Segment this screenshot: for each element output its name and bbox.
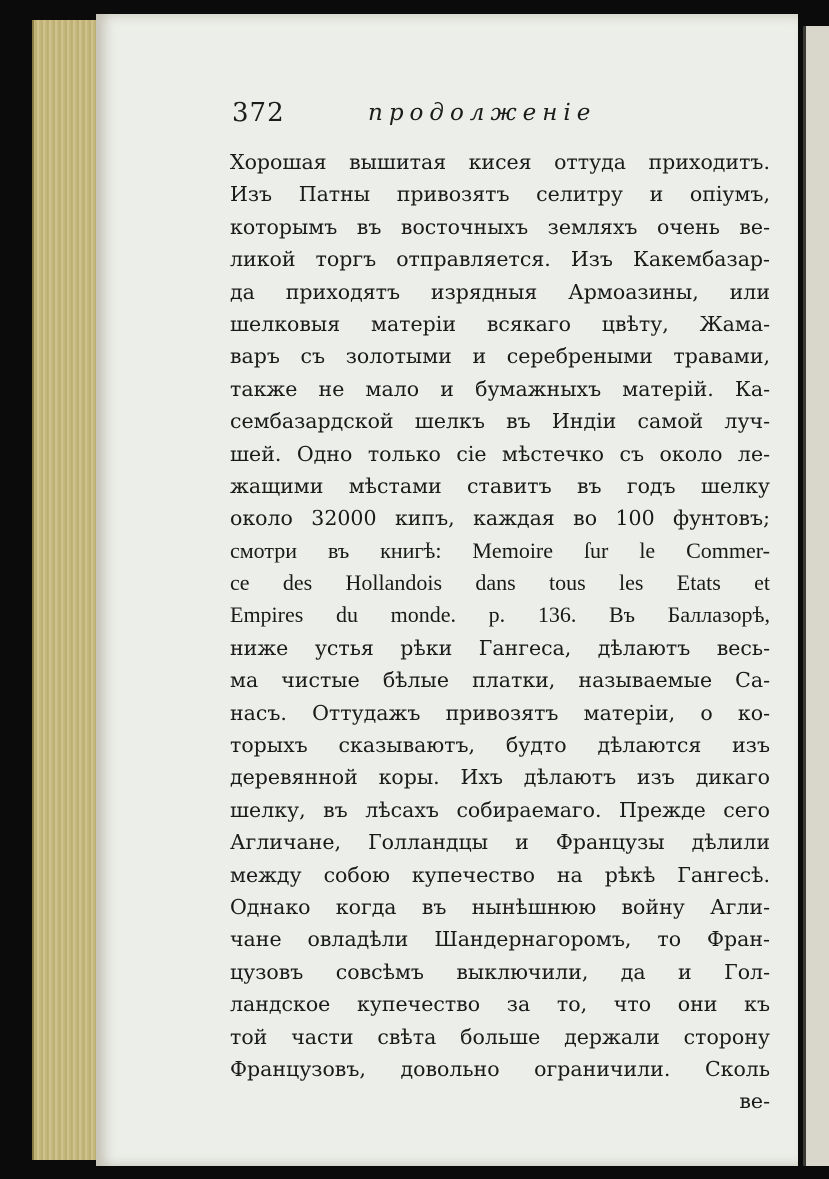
text-line: той части свѣта больше держали сторону: [230, 1024, 770, 1049]
text-line: торыхъ сказываютъ, будто дѣлаются изъ: [230, 733, 770, 758]
text-line: да приходятъ изрядныя Армоазины, или: [230, 279, 770, 304]
text-line: цузовъ совсѣмъ выключили, да и Гол-: [230, 959, 770, 984]
page-number: 372: [232, 98, 285, 128]
text-line: сембазардской шелкъ въ Индіи самой луч-: [230, 409, 770, 434]
text-line: ниже устья рѣки Гангеса, дѣлаютъ весь-: [230, 635, 770, 660]
text-line: между собою купечество на рѣкѣ Гангесѣ.: [230, 862, 770, 887]
text-line: Однако когда въ нынѣшнюю войну Агли-: [230, 894, 770, 919]
text-line: Хорошая вышитая кисея оттуда приходитъ.: [230, 150, 770, 174]
text-line: Empires du monde. p. 136. Въ Баллазорѣ,: [230, 602, 770, 628]
text-line: чане овладѣли Шандернагоромъ, то Фран-: [230, 927, 770, 952]
text-line: около 32000 кипъ, каждая во 100 фунтовъ;: [230, 506, 770, 531]
text-line: Французовъ, довольно ограничили. Сколь: [230, 1056, 770, 1081]
text-line: ландское купечество за то, что они къ: [230, 992, 770, 1017]
text-line: которымъ въ восточныхъ земляхъ очень ве-: [230, 214, 770, 239]
text-line: Агличане, Голландцы и Французы дѣлили: [230, 830, 770, 855]
facing-page-edge: [803, 26, 829, 1166]
body-text: [230, 146, 770, 1118]
page-header: [232, 98, 752, 134]
text-line: Изъ Патны привозятъ селитру и опіумъ,: [230, 182, 770, 207]
text-line: деревянной коры. Ихъ дѣлаютъ изъ дикаго: [230, 765, 770, 790]
text-line: шелку, въ лѣсахъ собираемаго. Прежде сего: [230, 797, 770, 822]
text-line: ce des Hollandois dans tous les Etats et: [230, 570, 770, 596]
running-head: продолженіе: [368, 100, 597, 126]
text-line: жащими мѣстами ставитъ въ годъ шелку: [230, 473, 770, 498]
text-line: ликой торгъ отправляется. Изъ Какембазар-: [230, 247, 770, 272]
text-line: варъ съ золотыми и серебреными травами,: [230, 344, 770, 369]
text-line: ма чистые бѣлые платки, называемые Са-: [230, 668, 770, 693]
text-line: шелковыя матеріи всякаго цвѣту, Жама-: [230, 311, 770, 336]
catchword: ве-: [739, 1089, 770, 1114]
text-line: шей. Одно только сіе мѣстечко съ около ле-: [230, 441, 770, 466]
text-line: также не мало и бумажныхъ матерій. Ка-: [230, 376, 770, 401]
text-line: смотри въ книгѣ: Memoire ſur le Commer-: [230, 537, 770, 563]
text-line: насъ. Оттудажъ привозятъ матеріи, о ко-: [230, 700, 770, 725]
